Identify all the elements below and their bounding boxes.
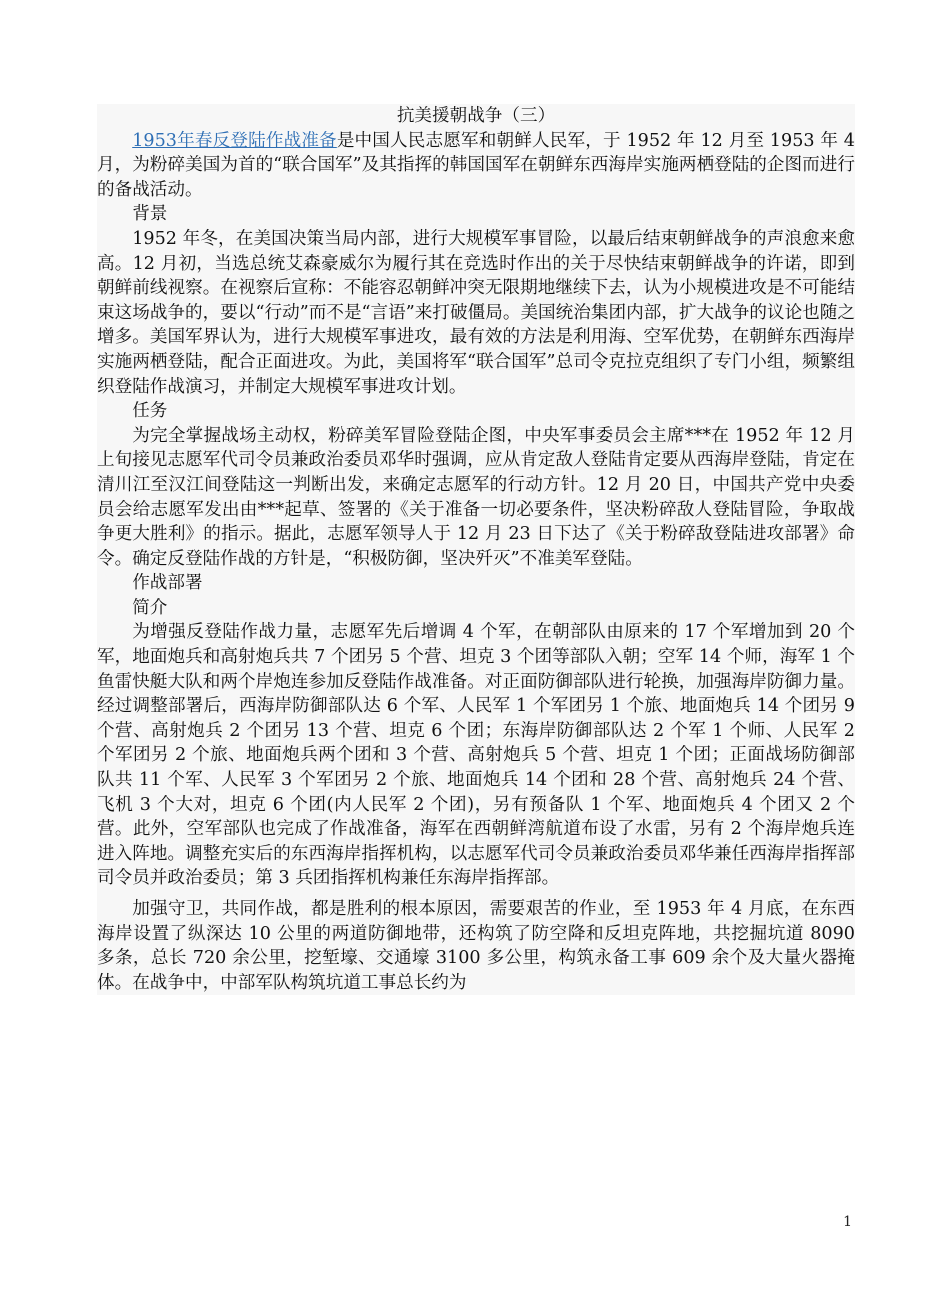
paragraph-background: 1952 年冬，在美国决策当局内部，进行大规模军事冒险，以最后结束朝鲜战争的声浪愈来愈高。12 月初，当选总统艾森豪威尔为履行其在竞选时作出的关于尽快结束朝鲜战争的许诺，即到朝鲜前线视察。在视察后宣称：不能容忍朝鲜冲突无限期地继续下去，认为小规模进攻是不可能结束这场战争的，要以“行动”而不是“言语”来打破僵局。美国统治集团内部，扩大战争的议论也随之增多。美国军界认为，进行大规模军事进攻，最有效的方法是利用海、空军优势，在朝鲜东西海岸实施两栖登陆，配合正面进攻。为此，美国将军“联合国军”总司令克拉克组织了专门小组，频繁组织登陆作战演习，并制定大规模军事进攻计划。: [97, 228, 855, 397]
paragraph-defense: 加强守卫，共同作战，都是胜利的根本原因，需要艰苦的作业，至 1953 年 4 月底，在东西海岸设置了纵深达 10 公里的两道防御地带，还构筑了防空降和反坦克阵地，共挖掘坑道 8090 多条，总长 720 余公里，挖堑壕、交通壕 3100 多公里，构筑永备工事 609 余个及大量火器掩体。在战争中，中部军队构筑坑道工事总长约为: [97, 899, 855, 993]
paragraph-summary: 为增强反登陆作战力量，志愿军先后增调 4 个军，在朝部队由原来的 17 个军增加到 20 个军，地面炮兵和高射炮兵共 7 个团另 5 个营、坦克 3 个团等部队入朝；空军 14 个师，海军 1 个鱼雷快艇大队和两个岸炮连参加反登陆作战准备。对正面防御部队进行轮换，加强海岸防御力量。经过调整部署后，西海岸防御部队达 6 个军、人民军 1 个军团另 1 个旅、地面炮兵 14 个团另 9 个营、高射炮兵 2 个团另 13 个营、坦克 6 个团；东海岸防御部队达 2 个军 1 个师、人民军 2 个军团另 2 个旅、地面炮兵两个团和 3 个营、高射炮兵 5 个营、坦克 1 个团；正面战场防御部队共 11 个军、人民军 3 个军团另 2 个旅、地面炮兵 14 个团和 28 个营、高射炮兵 24 个营、飞机 3 个大对，坦克 6 个团(内人民军 2 个团)，另有预备队 1 个军、地面炮兵 4 个团又 2 个营。此外，空军部队也完成了作战准备，海军在西朝鲜湾航道布设了水雷，另有 2 个海岸炮兵连进入阵地。调整充实后的东西海岸指挥机构，以志愿军代司令员兼政治委员邓华兼任西海岸指挥部司令员并政治委员；第 3 兵团指挥机构兼任东海岸指挥部。: [97, 622, 855, 889]
intro-text: 是中国人民志愿军和朝鲜人民军，于 1952 年 12 月至 1953 年 4 月，为粉碎美国为首的“联合国军”及其指挥的韩国国军在朝鲜东西海岸实施两栖登陆的企图而进行的备战活动。: [97, 130, 856, 200]
page-number: 1: [843, 1214, 852, 1230]
document-body: [97, 104, 855, 995]
heading-summary: 简介: [132, 597, 168, 618]
document-title: 抗美援朝战争（三）: [396, 106, 556, 126]
paragraph-task: 为完全掌握战场主动权，粉碎美军冒险登陆企图，中央军事委员会主席***在 1952 年 12 月上旬接见志愿军代司令员兼政治委员邓华时强调，应从肯定敌人登陆肯定要从西海岸登陆，肯定在清川江至汉江间登陆这一判断出发，来确定志愿军的行动方针。12 月 20 日，中国共产党中央委员会给志愿军发出由***起草、签署的《关于准备一切必要条件，坚决粉碎敌人登陆冒险，争取战争更大胜利》的指示。据此，志愿军领导人于 12 月 23 日下达了《关于粉碎敌登陆进攻部署》命令。确定反登陆作战的方针是，“积极防御，坚决歼灭”不准美军登陆。: [97, 425, 855, 569]
heading-deployment: 作战部署: [132, 573, 203, 594]
heading-task: 任务: [132, 401, 168, 422]
heading-background: 背景: [132, 204, 168, 225]
intro-link[interactable]: 1953年春反登陆作战准备: [132, 130, 337, 151]
intro-paragraph: [97, 129, 855, 203]
